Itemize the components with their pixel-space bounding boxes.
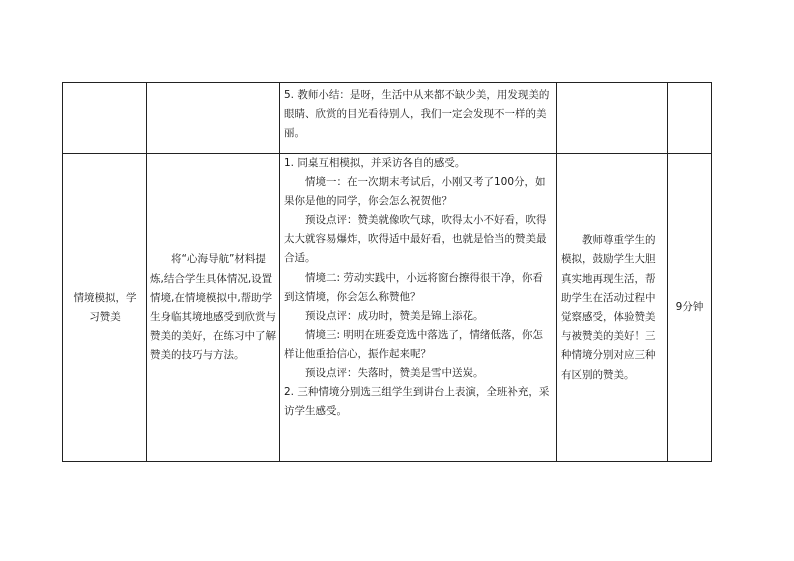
time-cell	[668, 157, 711, 459]
stage-cell	[66, 157, 144, 459]
scenario-1: 情境一：在一次期末考试后，小刚又考了100分，如果你是他的同学，你会怎么祝贺他？	[284, 176, 546, 208]
row1-content-cell	[284, 86, 552, 150]
comment-2: 预设点评：成功时，赞美是锦上添花。	[305, 309, 484, 322]
comment-1: 预设点评：赞美就像吹气球，吹得太小不好看，吹得太大就容易爆炸，吹得适中最好看，也就是恰当的赞美最合适。	[284, 214, 547, 265]
content-cell	[284, 154, 552, 460]
comment-3: 预设点评：失落时，赞美是雪中送炭。	[305, 367, 484, 380]
scenario-3: 情境三: 明明在班委竞选中落选了，情绪低落，你怎样让他重拾信心，振作起来呢？	[284, 328, 543, 360]
scenario-2: 情境二: 劳动实践中，小远将窗台擦得很干净，你看到这情境，你会怎么称赞他？	[284, 271, 543, 303]
stage-label: 情境模拟，学习赞美	[73, 291, 137, 323]
intent-text: 教师尊重学生的模拟，鼓励学生大胆真实地再现生活，帮助学生在活动过程中觉察感受，体验赞美与被赞美的美好！三种情境分别对应三种有区别的赞美。	[561, 234, 656, 381]
intent-cell	[561, 157, 664, 459]
method-cell	[150, 157, 276, 459]
content-step-1: 1. 同桌互相模拟，并采访各自的感受。	[284, 157, 466, 169]
time-label: 9分钟	[675, 301, 704, 314]
content-step-2: 2. 三种情境分别选三组学生到讲台上表演，全班补充，采访学生感受。	[284, 386, 550, 418]
row1-paragraph-1: 5. 教师小结：是呀，生活中从来都不缺少美，用发现美的眼睛、欣赏的目光看待别人，我们一定会发现不一样的美丽。	[284, 89, 550, 140]
method-text: 将“心海导航”材料提炼,结合学生具体情况,设置情境,在情境模拟中,帮助学生身临其境地感受到欣赏与赞美的美好，在练习中了解赞美的技巧与方法。	[150, 253, 276, 362]
